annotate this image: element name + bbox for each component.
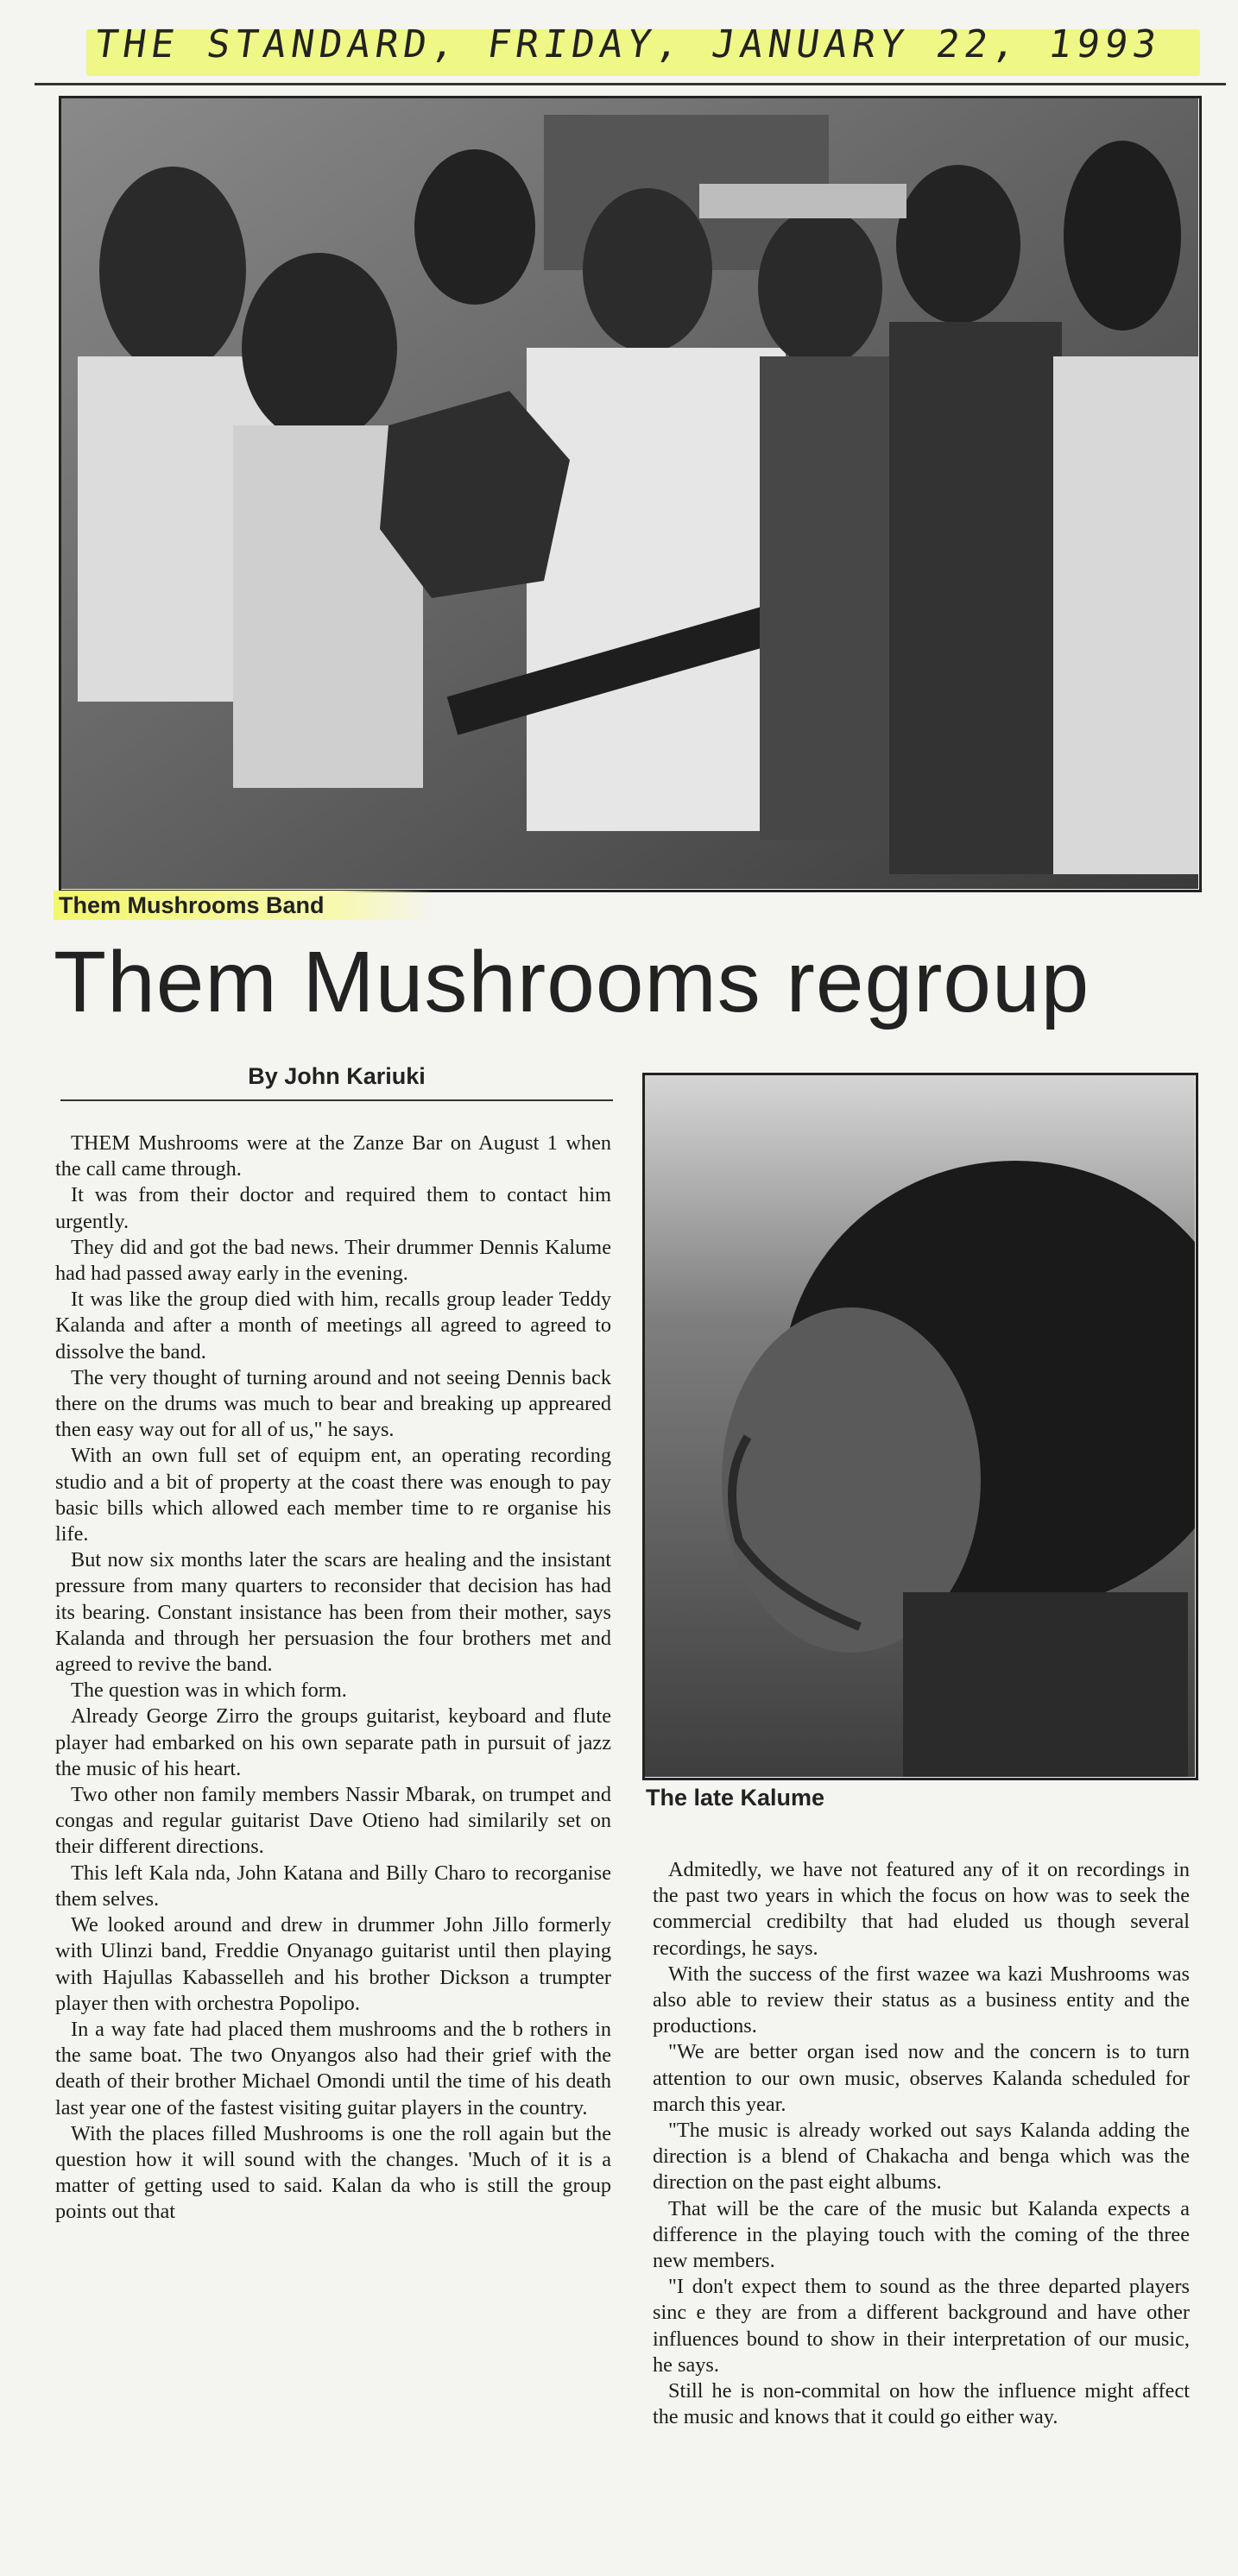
article-paragraph: The very thought of turning around and not seeing Dennis back there on the drums was much to bear and breaking up appreared then easy way out for all of us," he says.: [55, 1365, 611, 1442]
article-paragraph: Two other non family members Nassir Mbarak, on trumpet and congas and regular guitarist Dave Otieno had similarily set on their different directions.: [55, 1783, 611, 1859]
band-photo-frame: [59, 96, 1202, 892]
masthead-handwritten-date: THE STANDARD, FRIDAY, JANUARY 22, 1993: [92, 22, 1165, 66]
article-paragraph: Admitedly, we have not featured any of it on recordings in the past two years in which the focus on how was to seek the commercial credibilty that had eluded us though several recordings, he says.: [653, 1858, 1190, 1960]
headline: Them Mushrooms regroup: [54, 934, 1090, 1030]
photo-caption: Them Mushrooms Band: [59, 892, 325, 918]
article-paragraph: Already George Zirro the groups guitarist, keyboard and flute player had embarked on his own separate path in pursuit of jazz the music of his heart.: [55, 1704, 611, 1780]
portrait-photo-frame: [642, 1073, 1198, 1780]
article-paragraph: In a way fate had placed them mushrooms and the b rothers in the same boat. The two Onyangos also had their grief with the death of their brother Michael Omondi until the time of his death last year one of the fastest visiting guitar players in the country.: [55, 2017, 611, 2119]
article-paragraph: Still he is non-commital on how the influence might affect the music and knows that it could go either way.: [653, 2379, 1190, 2429]
article-paragraph: With the places filled Mushrooms is one the roll again but the question how it will sound with the changes. 'Much of it is a matter of getting used to said. Kalan da who is still the group points out that: [55, 2121, 611, 2224]
article-paragraph: But now six months later the scars are healing and the insistant pressure from many quarters to reconsider that decision has had its bearing. Constant insistance has been from their mother, says Kalanda and through her persuasion the four brothers met and agreed to revive the band.: [55, 1548, 611, 1677]
masthead-rule: [35, 83, 1226, 85]
byline-rule: [60, 1099, 613, 1101]
photo-caption-highlight: [54, 891, 433, 920]
byline-block: [60, 1063, 613, 1090]
article-column-left: [55, 1131, 611, 2226]
article-paragraph: With an own full set of equipm ent, an operating recording studio and a bit of property at the coast there was enough to pay basic bills which allowed each member time to re organise his life.: [55, 1444, 611, 1546]
article-paragraph: The question was in which form.: [71, 1678, 347, 1703]
article-paragraph: That will be the care of the music but Kalanda expects a difference in the playing touch with the coming of the three new members.: [653, 2196, 1190, 2273]
byline: By John Kariuki: [248, 1063, 426, 1089]
article-paragraph: We looked around and drew in drummer John Jillo formerly with Ulinzi band, Freddie Onyanago guitarist until then playing with Hajullas Kabasselleh and his brother Dickson a trumpter player then with orchestra Popolipo.: [55, 1913, 611, 2015]
article-paragraph: It was like the group died with him, recalls group leader Teddy Kalanda and after a month of meetings all agreed to agreed to dissolve the band.: [55, 1288, 611, 1364]
article-paragraph: "We are better organ ised now and the concern is to turn attention to our own music, observes Kalanda scheduled for march this year.: [653, 2040, 1190, 2116]
portrait-caption: The late Kalume: [646, 1785, 825, 1811]
article-paragraph: "I don't expect them to sound as the three departed players sinc e they are from a different background and have other influences bound to show in their interpretation of our music, he says.: [653, 2275, 1190, 2377]
article-paragraph: This left Kala nda, John Katana and Billy Charo to recorganise them selves.: [55, 1861, 611, 1911]
article-paragraph: It was from their doctor and required them to contact him urgently.: [55, 1183, 611, 1233]
article-paragraph: "The music is already worked out says Kalanda adding the direction is a blend of Chakacha and benga which was the direction on the past eight albums.: [653, 2119, 1190, 2195]
masthead: [35, 12, 1226, 76]
article-paragraph: THEM Mushrooms were at the Zanze Bar on August 1 when the call came through.: [55, 1131, 611, 1181]
article-column-right: [653, 1857, 1190, 2430]
article-paragraph: With the success of the first wazee wa kazi Mushrooms was also able to review their status as a business entity and the productions.: [653, 1962, 1190, 2038]
article-paragraph: They did and got the bad news. Their drummer Dennis Kalume had had passed away early in the evening.: [55, 1235, 611, 1286]
